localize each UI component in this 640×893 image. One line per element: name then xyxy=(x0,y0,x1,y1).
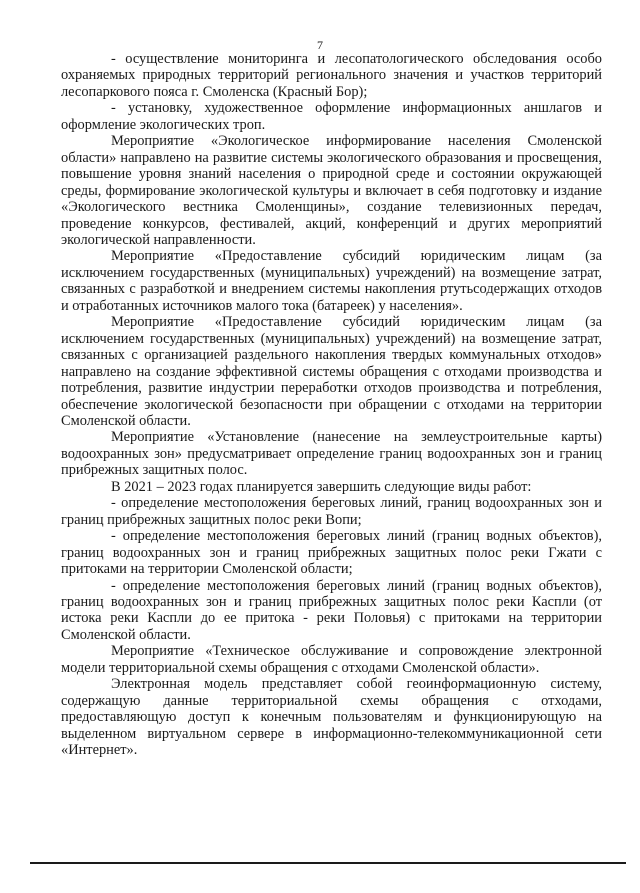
paragraph-signage: - установку, художественное оформление информационных аншлагов и оформление экологических троп. xyxy=(61,100,602,133)
document-body xyxy=(61,51,602,758)
paragraph-planned-works: В 2021 – 2023 годах планируется завершить следующие виды работ: xyxy=(111,478,532,495)
paragraph-eco-informing: Мероприятие «Экологическое информирование населения Смоленской области» направлено на развитие системы экологического образования и просвещения, повышение уровня знаний населения о природной среде и состоянии окружающей среды, формирование экологической культуры и включает в себя подготовку и издание «Экологического вестника Смоленщины», создание телевизионных передач, проведение конкурсов, фестивалей, акций, конференций и других мероприятий экологической направленности. xyxy=(61,133,602,248)
paragraph-monitoring: - осуществление мониторинга и лесопатологического обследования особо охраняемых природных территорий регионального значения и участков территорий лесопаркового пояса г. Смоленска (Красный Бор); xyxy=(61,51,602,100)
paragraph-vop-river: - определение местоположения береговых линий, границ водоохранных зон и границ прибрежных защитных полос реки Вопи; xyxy=(61,495,602,528)
paragraph-electronic-model-description: Электронная модель представляет собой геоинформационную систему, содержащую данные территориальной схемы обращения с отходами, предоставляющую доступ к конечным пользователям и функционирующую на выделенном виртуальном сервере в информационно-телекоммуникационной сети «Интернет». xyxy=(61,676,602,759)
bottom-rule xyxy=(30,862,626,864)
paragraph-mercury-waste-subsidy: Мероприятие «Предоставление субсидий юридическим лицам (за исключением государственных (муниципальных) учреждений) на возмещение затрат, связанных с разработкой и внедрением системы накопления ртутьсодержащих отходов и отработанных источников малого тока (батареек) у населения». xyxy=(61,248,602,314)
paragraph-water-protection-zones: Мероприятие «Установление (нанесение на землеустроительные карты) водоохранных зон» предусматривает определение границ водоохранных зон и границ прибрежных защитных полос. xyxy=(61,429,602,479)
paragraph-kasplya-river: - определение местоположения береговых линий (границ водных объектов), границ водоохранных зон и границ прибрежных защитных полос реки Каспли (от истока реки Каспли до ее притока - реки Половья) с притоками на территории Смоленской области. xyxy=(61,577,602,643)
paragraph-gzhat-river: - определение местоположения береговых линий (границ водных объектов), границ водоохранных зон и границ прибрежных защитных полос реки Гжати с притоками на территории Смоленской области; xyxy=(61,528,602,578)
paragraph-electronic-model-support: Мероприятие «Техническое обслуживание и сопровождение электронной модели территориальной схемы обращения с отходами Смоленской области». xyxy=(61,643,602,676)
paragraph-separate-collection-subsidy: Мероприятие «Предоставление субсидий юридическим лицам (за исключением государственных (муниципальных) учреждений) на возмещение затрат, связанных с организацией раздельного накопления твердых коммунальных отходов» направлено на создание эффективной системы обращения с отходами производства и потребления, развитие индустрии переработки отходов производства и потребления, обеспечение экологической безопасности при обращении с отходами на территории Смоленской области. xyxy=(61,314,602,429)
page-number: 7 xyxy=(317,38,323,52)
